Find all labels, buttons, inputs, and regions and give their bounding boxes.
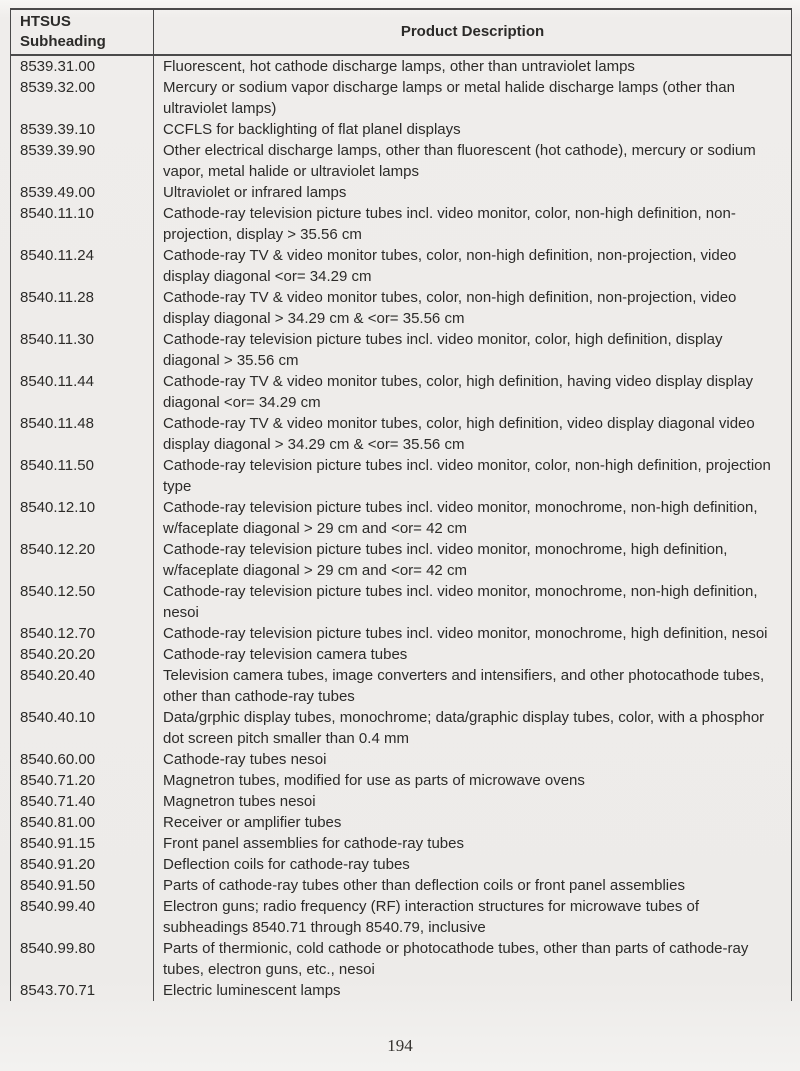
subheading-cell: 8540.11.10 xyxy=(20,205,94,222)
subheading-cell: 8540.71.20 xyxy=(20,772,96,789)
description-cell: Cathode-ray television picture tubes incl. video monitor, monochrome, non-high definition, nesoi xyxy=(153,581,791,623)
table-row xyxy=(11,581,791,623)
subheading-cell: 8540.11.24 xyxy=(20,247,94,264)
table-row xyxy=(11,854,791,875)
subheading-cell: 8540.91.50 xyxy=(20,877,96,894)
table-row xyxy=(11,140,791,182)
table-row xyxy=(11,119,791,140)
table-row xyxy=(11,245,791,287)
subheading-cell: 8540.11.30 xyxy=(20,331,94,348)
subheading-cell: 8540.99.80 xyxy=(20,940,96,957)
subheading-cell: 8540.12.70 xyxy=(20,625,96,642)
subheading-cell: 8540.81.00 xyxy=(20,814,96,831)
table-row xyxy=(11,56,791,77)
description-cell: Parts of cathode-ray tubes other than deflection coils or front panel assemblies xyxy=(153,875,791,896)
table-row xyxy=(11,623,791,644)
table-row xyxy=(11,287,791,329)
table-row xyxy=(11,455,791,497)
subheading-cell: 8539.31.00 xyxy=(20,58,96,75)
table-row xyxy=(11,938,791,980)
subheading-cell: 8539.39.90 xyxy=(20,142,96,159)
table-row xyxy=(11,749,791,770)
table-row xyxy=(11,203,791,245)
description-cell: Cathode-ray TV & video monitor tubes, color, non-high definition, non-projection, video display diagonal <or= 34.29 cm xyxy=(153,245,791,287)
table-row xyxy=(11,665,791,707)
description-cell: Ultraviolet or infrared lamps xyxy=(153,182,791,203)
description-cell: Electric luminescent lamps xyxy=(153,980,791,1001)
subheading-cell: 8539.49.00 xyxy=(20,184,96,201)
description-cell: Cathode-ray television camera tubes xyxy=(153,644,791,665)
table-row xyxy=(11,413,791,455)
subheading-cell: 8540.11.48 xyxy=(20,415,94,432)
subheading-cell: 8539.39.10 xyxy=(20,121,96,138)
table-row xyxy=(11,812,791,833)
description-cell: Cathode-ray television picture tubes incl. video monitor, color, non-high definition, projection type xyxy=(153,455,791,497)
table-row xyxy=(11,791,791,812)
subheading-cell: 8539.32.00 xyxy=(20,79,96,96)
subheading-cell: 8540.40.10 xyxy=(20,709,96,726)
subheading-cell: 8540.71.40 xyxy=(20,793,96,810)
table-row xyxy=(11,980,791,1001)
description-cell: Parts of thermionic, cold cathode or photocathode tubes, other than parts of cathode-ray tubes, electron guns, etc., nesoi xyxy=(153,938,791,980)
description-cell: Cathode-ray tubes nesoi xyxy=(153,749,791,770)
table-row xyxy=(11,644,791,665)
table-header-row xyxy=(11,10,791,56)
description-cell: Magnetron tubes nesoi xyxy=(153,791,791,812)
header-htsus-subheading: HTSUS Subheading xyxy=(20,13,106,50)
subheading-cell: 8540.60.00 xyxy=(20,751,96,768)
table-row xyxy=(11,329,791,371)
description-cell: Mercury or sodium vapor discharge lamps or metal halide discharge lamps (other than ultraviolet lamps) xyxy=(153,77,791,119)
description-cell: Cathode-ray TV & video monitor tubes, color, high definition, having video display display diagonal <or= 34.29 cm xyxy=(153,371,791,413)
subheading-cell: 8540.91.20 xyxy=(20,856,96,873)
table-row xyxy=(11,497,791,539)
table-row xyxy=(11,770,791,791)
description-cell: Deflection coils for cathode-ray tubes xyxy=(153,854,791,875)
table-row xyxy=(11,707,791,749)
description-cell: Cathode-ray television picture tubes incl. video monitor, monochrome, high definition, w/faceplate diagonal > 29 cm and <or= 42 cm xyxy=(153,539,791,581)
subheading-cell: 8540.11.50 xyxy=(20,457,94,474)
description-cell: Other electrical discharge lamps, other than fluorescent (hot cathode), mercury or sodium vapor, metal halide or ultraviolet lamps xyxy=(153,140,791,182)
subheading-cell: 8540.12.20 xyxy=(20,541,96,558)
subheading-cell: 8543.70.71 xyxy=(20,982,96,999)
description-cell: Cathode-ray television picture tubes incl. video monitor, monochrome, high definition, nesoi xyxy=(153,623,791,644)
subheading-cell: 8540.20.40 xyxy=(20,667,96,684)
table-row xyxy=(11,875,791,896)
subheading-cell: 8540.11.28 xyxy=(20,289,94,306)
description-cell: Cathode-ray television picture tubes incl. video monitor, color, non-high definition, non-projection, display > 35.56 cm xyxy=(153,203,791,245)
description-cell: Television camera tubes, image converters and intensifiers, and other photocathode tubes, other than cathode-ray tubes xyxy=(153,665,791,707)
description-cell: Magnetron tubes, modified for use as parts of microwave ovens xyxy=(153,770,791,791)
page-number: 194 xyxy=(387,1036,413,1055)
description-cell: Electron guns; radio frequency (RF) interaction structures for microwave tubes of subheadings 8540.71 through 8540.79, inclusive xyxy=(153,896,791,938)
description-cell: Front panel assemblies for cathode-ray tubes xyxy=(153,833,791,854)
table-row xyxy=(11,833,791,854)
description-cell: Cathode-ray television picture tubes incl. video monitor, monochrome, non-high definition, w/faceplate diagonal > 29 cm and <or= 42 cm xyxy=(153,497,791,539)
subheading-cell: 8540.12.50 xyxy=(20,583,96,600)
subheading-cell: 8540.11.44 xyxy=(20,373,94,390)
table-row xyxy=(11,896,791,938)
description-cell: Cathode-ray TV & video monitor tubes, color, non-high definition, non-projection, video display diagonal > 34.29 cm & <or= 35.56 cm xyxy=(153,287,791,329)
table-row xyxy=(11,182,791,203)
subheading-cell: 8540.99.40 xyxy=(20,898,96,915)
description-cell: Data/grphic display tubes, monochrome; data/graphic display tubes, color, with a phosphor dot screen pitch smaller than 0.4 mm xyxy=(153,707,791,749)
table-row xyxy=(11,371,791,413)
subheading-cell: 8540.12.10 xyxy=(20,499,96,516)
description-cell: Fluorescent, hot cathode discharge lamps, other than untraviolet lamps xyxy=(153,56,791,77)
table-row xyxy=(11,77,791,119)
table-body xyxy=(11,56,791,1001)
header-product-description: Product Description xyxy=(153,10,791,54)
table-row xyxy=(11,539,791,581)
description-cell: Receiver or amplifier tubes xyxy=(153,812,791,833)
description-cell: Cathode-ray TV & video monitor tubes, color, high definition, video display diagonal video display diagonal > 34.29 cm & <or= 35.56 cm xyxy=(153,413,791,455)
description-cell: Cathode-ray television picture tubes incl. video monitor, color, high definition, display diagonal > 35.56 cm xyxy=(153,329,791,371)
subheading-cell: 8540.20.20 xyxy=(20,646,96,663)
subheading-cell: 8540.91.15 xyxy=(20,835,96,852)
htsus-table xyxy=(10,8,792,1001)
description-cell: CCFLS for backlighting of flat planel displays xyxy=(153,119,791,140)
